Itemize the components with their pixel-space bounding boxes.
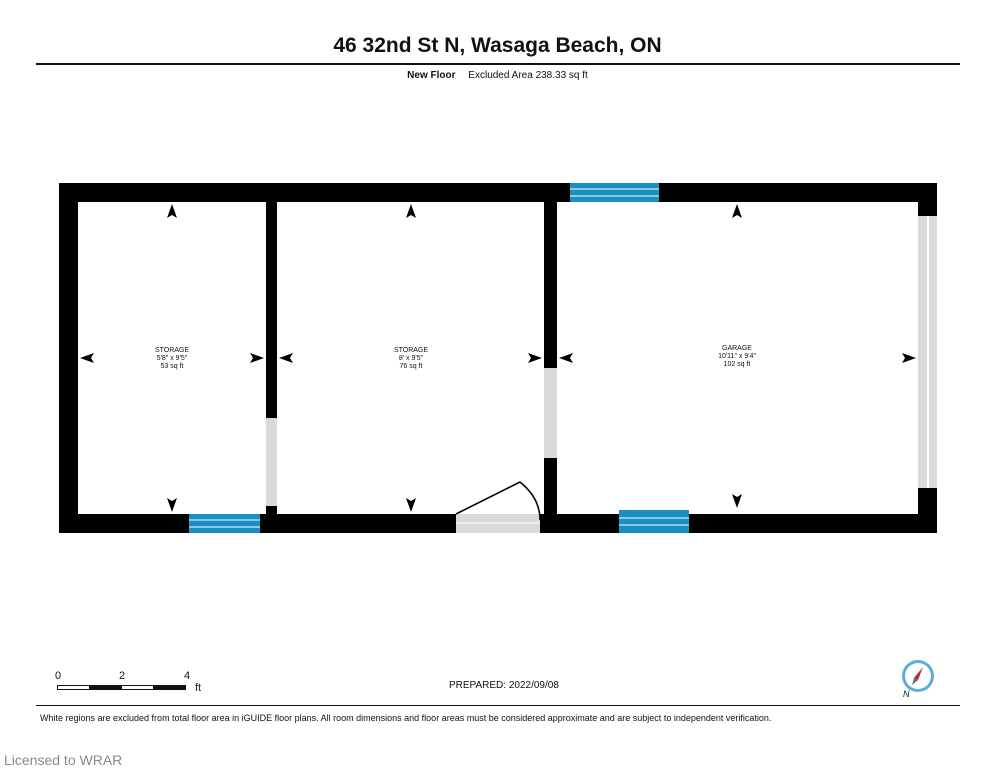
wall-left [59,183,78,533]
scale-tick-label: 4 [184,670,191,682]
room-name: GARAGE [722,345,752,352]
excluded-area: Excluded Area 238.33 sq ft [468,70,588,81]
room-dimensions: 8' x 9'5" [398,355,424,362]
room-garage [718,345,756,368]
footer-divider [36,705,960,706]
arrow-down [732,494,742,508]
scale-tick-label: 0 [55,670,62,682]
arrow-down [167,498,177,512]
arrow-left [279,353,293,363]
floor-name: New Floor [407,70,456,81]
room-dimensions: 5'8" x 9'5" [156,355,188,362]
arrow-up [732,204,742,218]
room-dimensions: 10'11" x 9'4" [718,353,756,360]
openings [266,216,937,533]
arrow-right [250,353,264,363]
room-storage-2 [394,347,428,370]
scale-unit: ft [195,682,202,694]
scale-segment [89,685,122,690]
compass-icon [898,658,940,700]
window-bottom-left [189,514,260,533]
license-watermark: Licensed to WRAR [4,752,123,768]
disclaimer-text: White regions are excluded from total floor area in iGUIDE floor plans. All room dimensions and floor areas must be considered approximate and are subject to independent verification. [40,713,772,723]
arrow-down [406,498,416,512]
arrow-left [80,353,94,363]
arrow-right [528,353,542,363]
room-name: STORAGE [154,347,190,354]
compass-north-label: N [903,689,910,699]
arrow-up [167,204,177,218]
window-top [570,183,659,202]
arrow-left [559,353,573,363]
scale-segment [57,685,90,690]
wall-interior-2 [544,183,557,533]
room-area: 76 sq ft [399,363,423,370]
walls [59,183,937,533]
opening-interior-2 [544,368,557,458]
prepared-date: PREPARED: 2022/09/08 [449,680,559,691]
room-storage-1 [155,347,189,370]
window-bottom-right [619,510,689,533]
scale-tick-label: 2 [119,670,126,682]
scale-segment [121,685,154,690]
scale-segment [153,685,186,690]
room-name: STORAGE [393,347,429,354]
arrow-right [902,353,916,363]
room-area: 53 sq ft [160,363,184,370]
arrow-up [406,204,416,218]
wall-top [59,183,937,202]
opening-interior-1 [266,418,277,506]
property-address-title: 46 32nd St N, Wasaga Beach, ON [333,34,662,57]
dimension-arrows [80,204,916,512]
door-leaf [456,482,520,514]
room-area: 102 sq ft [723,361,751,368]
